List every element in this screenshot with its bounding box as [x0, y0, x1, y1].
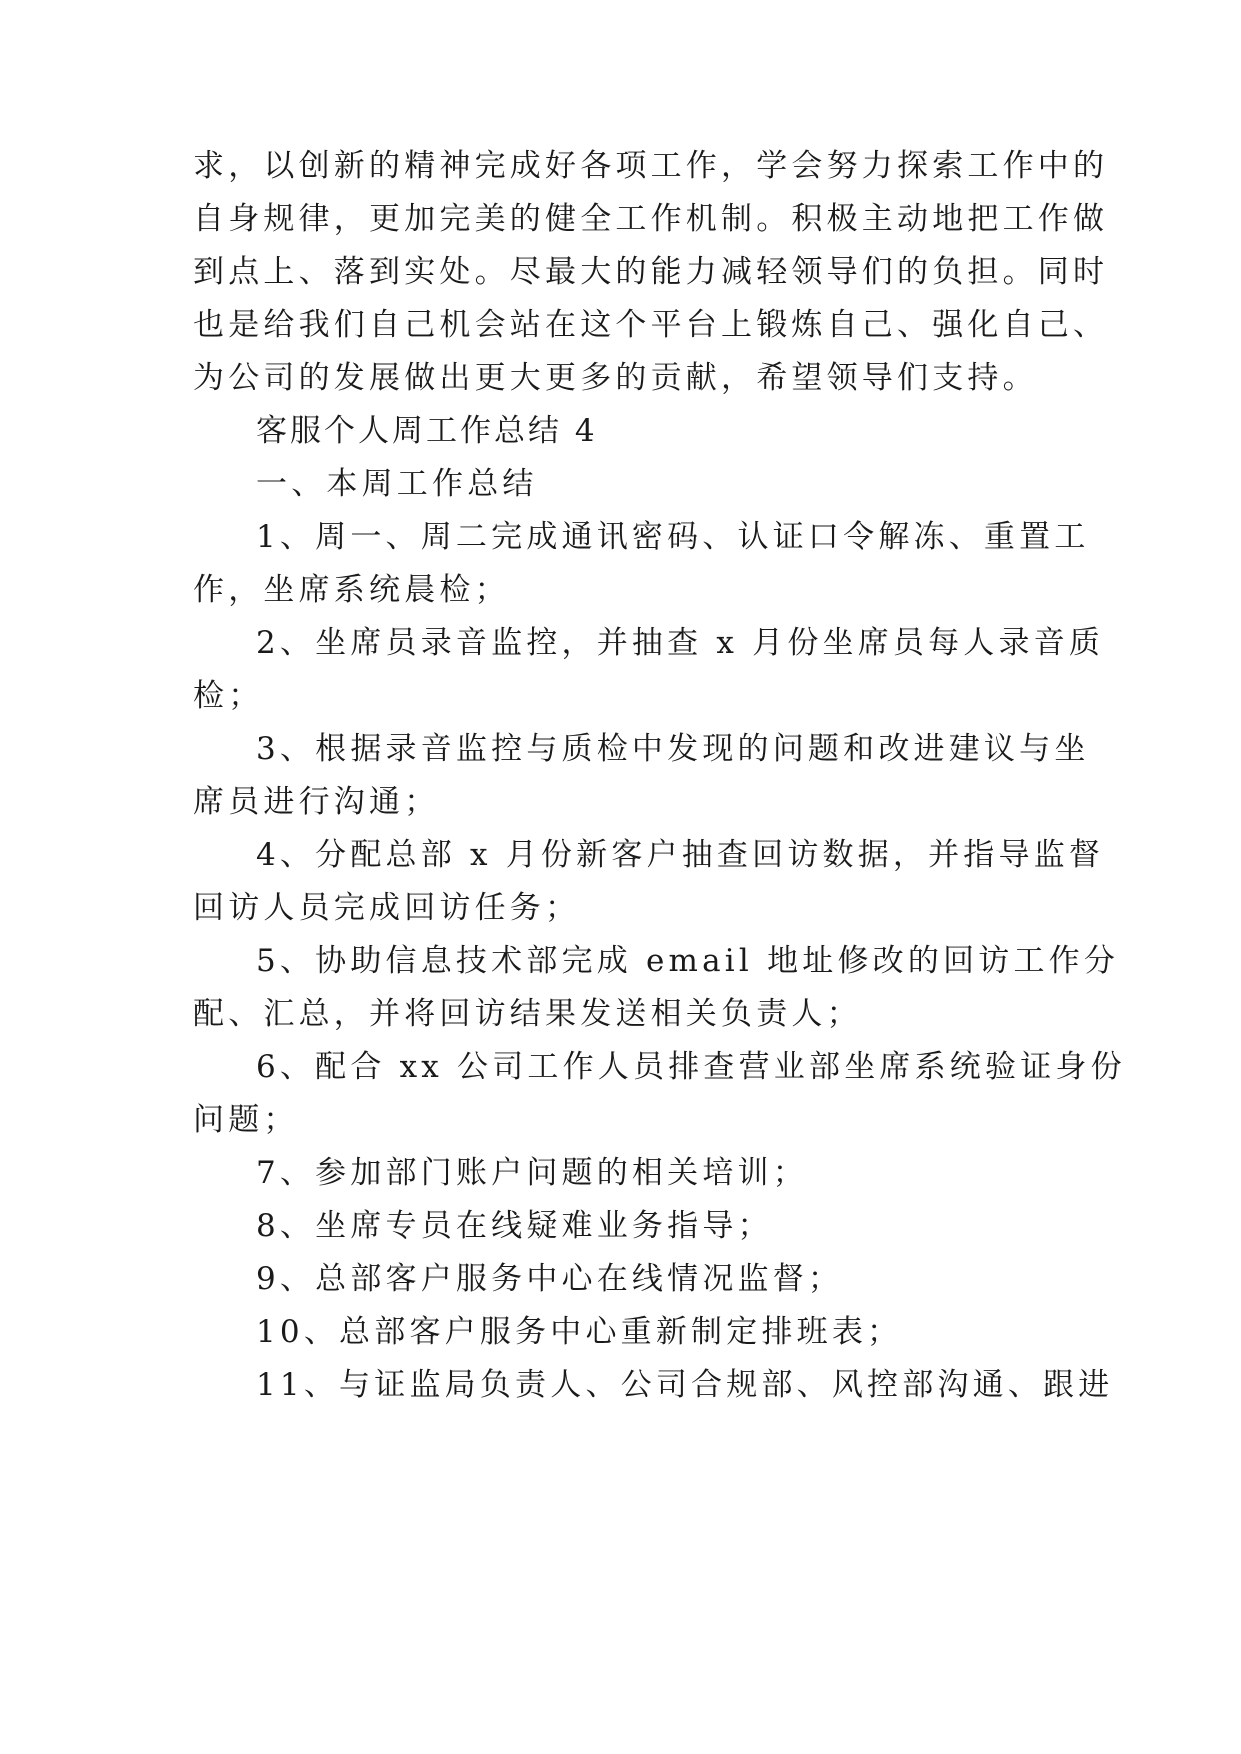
list-item-continuation: 检； [193, 678, 264, 714]
list-item: 8、坐席专员在线疑难业务指导； [256, 1208, 773, 1244]
paragraph-line: 自身规律，更加完美的健全工作机制。积极主动地把工作做 [193, 201, 1109, 237]
list-item: 7、参加部门账户问题的相关培训； [256, 1155, 808, 1191]
list-item: 6、配合 xx 公司工作人员排查营业部坐席系统验证身份 [256, 1049, 1126, 1085]
section-title: 客服个人周工作总结 4 [256, 413, 598, 449]
list-item: 5、协助信息技术部完成 email 地址修改的回访工作分 [256, 943, 1120, 979]
paragraph-line: 为公司的发展做出更大更多的贡献，希望领导们支持。 [193, 360, 1038, 396]
list-item: 9、总部客户服务中心在线情况监督； [256, 1261, 844, 1297]
list-item-continuation: 席员进行沟通； [193, 784, 440, 820]
list-item: 1、周一、周二完成通讯密码、认证口令解冻、重置工 [256, 519, 1090, 555]
subsection-heading: 一、本周工作总结 [256, 466, 538, 502]
list-item: 4、分配总部 x 月份新客户抽查回访数据，并指导监督 [256, 837, 1105, 873]
list-item: 3、根据录音监控与质检中发现的问题和改进建议与坐 [256, 731, 1090, 767]
list-item: 11、与证监局负责人、公司合规部、风控部沟通、跟进 [256, 1367, 1114, 1403]
paragraph-line: 也是给我们自己机会站在这个平台上锻炼自己、强化自己、 [193, 307, 1109, 343]
list-item: 2、坐席员录音监控，并抽查 x 月份坐席员每人录音质 [256, 625, 1105, 661]
list-item: 10、总部客户服务中心重新制定排班表； [256, 1314, 903, 1350]
paragraph-line: 到点上、落到实处。尽最大的能力减轻领导们的负担。同时 [193, 254, 1109, 290]
list-item-continuation: 配、汇总，并将回访结果发送相关负责人； [193, 996, 862, 1032]
list-item-continuation: 回访人员完成回访任务； [193, 890, 581, 926]
list-item-continuation: 作，坐席系统晨检； [193, 572, 510, 608]
list-item-continuation: 问题； [193, 1102, 299, 1138]
paragraph-line: 求，以创新的精神完成好各项工作，学会努力探索工作中的 [193, 148, 1109, 184]
